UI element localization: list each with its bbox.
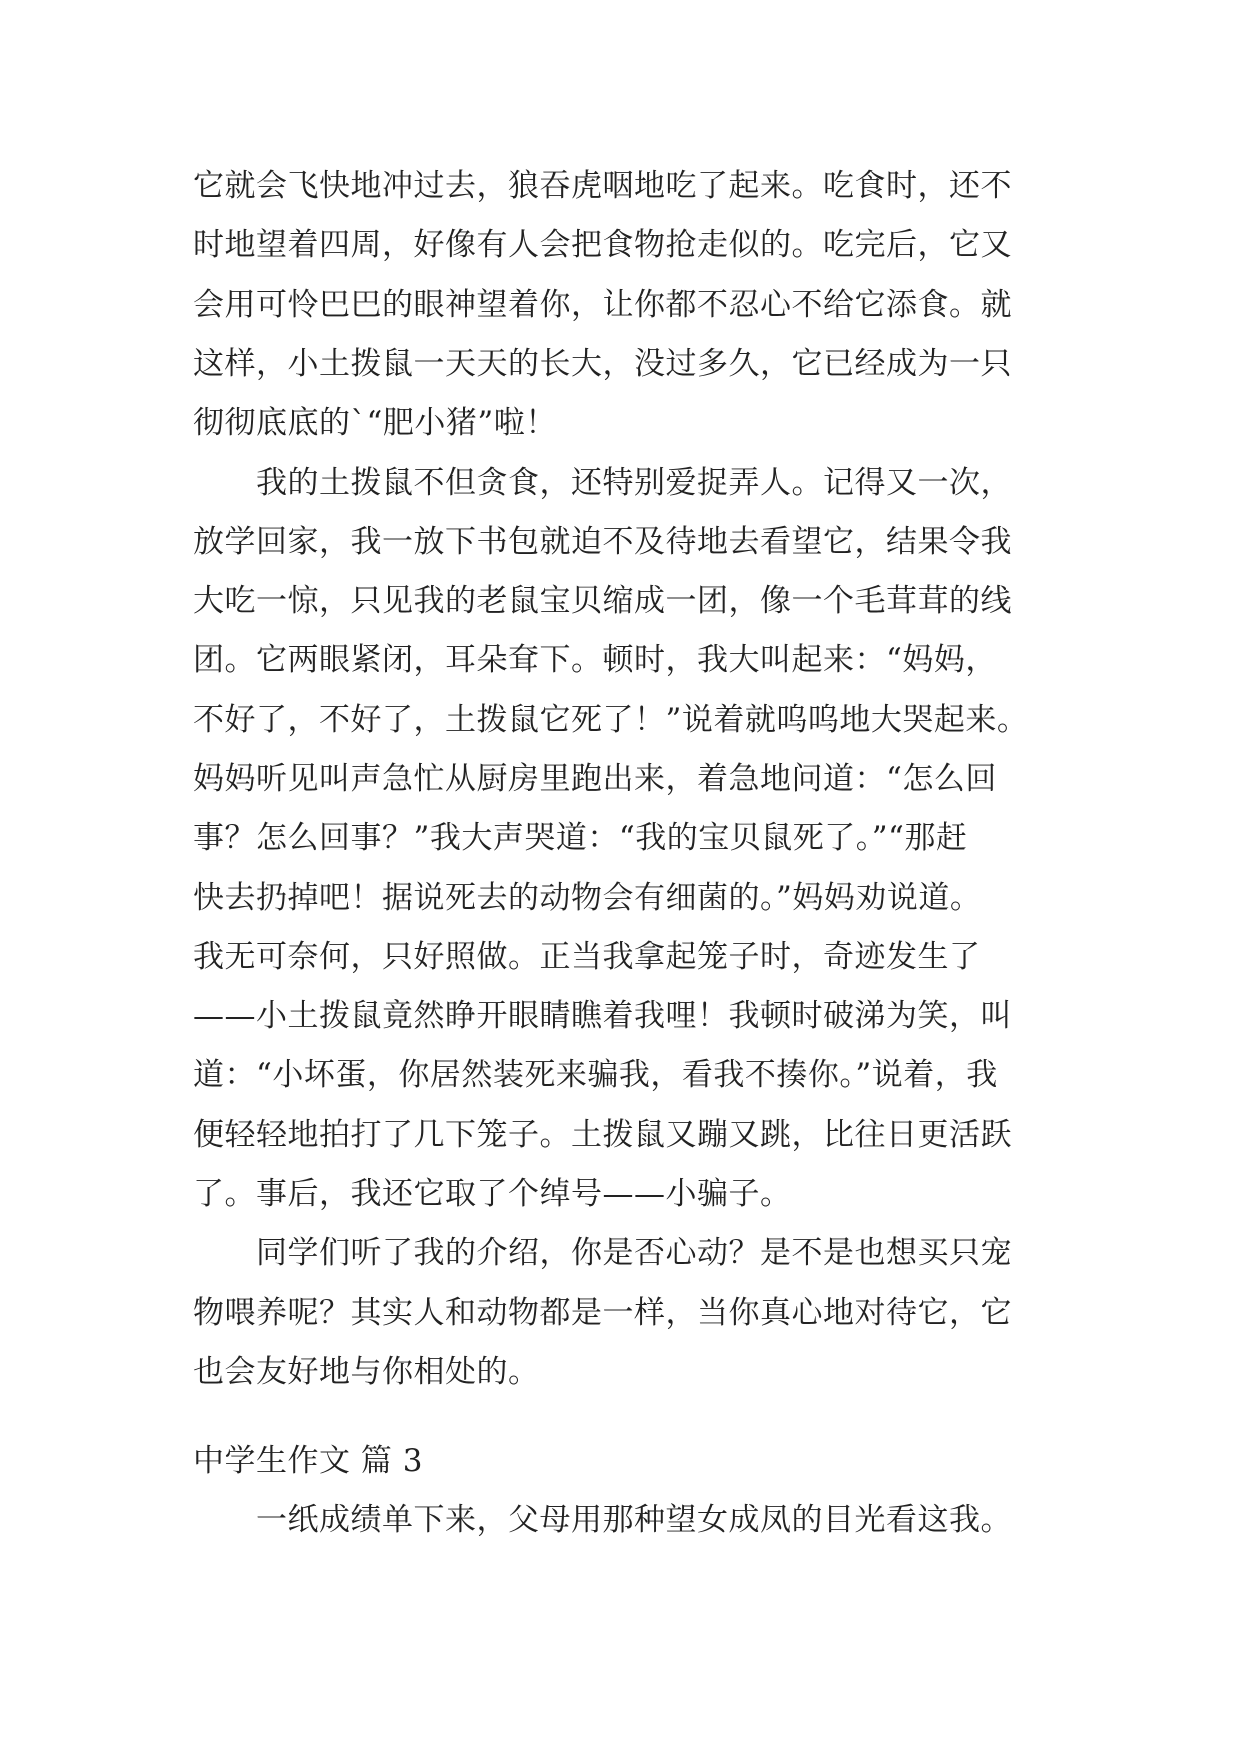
paragraph-line: 这样，小土拨鼠一天天的长大，没过多久，它已经成为一只 <box>193 346 1012 382</box>
paragraph-line: 妈妈听见叫声急忙从厨房里跑出来，着急地问道：“怎么回 <box>193 761 997 797</box>
paragraph-line: 彻彻底底的`“肥小猪”啦！ <box>193 405 557 441</box>
paragraph-line: 一纸成绩单下来，父母用那种望女成凤的目光看这我。 <box>193 1502 1012 1538</box>
paragraph-line: 会用可怜巴巴的眼神望着你，让你都不忍心不给它添食。就 <box>193 287 1012 323</box>
section-heading: 中学生作文 篇 3 <box>193 1443 423 1479</box>
paragraph-line: 团。它两眼紧闭，耳朵耷下。顿时，我大叫起来：“妈妈， <box>193 642 997 678</box>
paragraph-line: 不好了，不好了，土拨鼠它死了！”说着就呜呜地大哭起来。 <box>193 702 1029 738</box>
paragraph-line: 道：“小坏蛋，你居然装死来骗我，看我不揍你。”说着，我 <box>193 1057 998 1093</box>
paragraph-line: ——小土拨鼠竟然睁开眼睛瞧着我哩！我顿时破涕为笑，叫 <box>193 998 1012 1034</box>
paragraph-line: 放学回家，我一放下书包就迫不及待地去看望它，结果令我 <box>193 524 1012 560</box>
paragraph-line: 快去扔掉吧！据说死去的动物会有细菌的。”妈妈劝说道。 <box>193 880 982 916</box>
paragraph-line: 我的土拨鼠不但贪食，还特别爱捉弄人。记得又一次， <box>193 465 1012 501</box>
paragraph-line: 事？怎么回事？”我大声哭道：“我的宝贝鼠死了。”“那赶 <box>193 820 968 856</box>
paragraph-line: 它就会飞快地冲过去，狼吞虎咽地吃了起来。吃食时，还不 <box>193 168 1012 204</box>
paragraph-line: 物喂养呢？其实人和动物都是一样，当你真心地对待它，它 <box>193 1295 1012 1331</box>
paragraph-line: 便轻轻地拍打了几下笼子。土拨鼠又蹦又跳，比往日更活跃 <box>193 1117 1012 1153</box>
paragraph-line: 时地望着四周，好像有人会把食物抢走似的。吃完后，它又 <box>193 227 1012 263</box>
paragraph-line: 了。事后，我还它取了个绰号——小骗子。 <box>193 1176 792 1212</box>
paragraph-line: 我无可奈何，只好照做。正当我拿起笼子时，奇迹发生了 <box>193 939 981 975</box>
paragraph-line: 大吃一惊，只见我的老鼠宝贝缩成一团，像一个毛茸茸的线 <box>193 583 1012 619</box>
paragraph-line: 也会友好地与你相处的。 <box>193 1354 540 1390</box>
paragraph-line: 同学们听了我的介绍，你是否心动？是不是也想买只宠 <box>193 1235 1012 1271</box>
